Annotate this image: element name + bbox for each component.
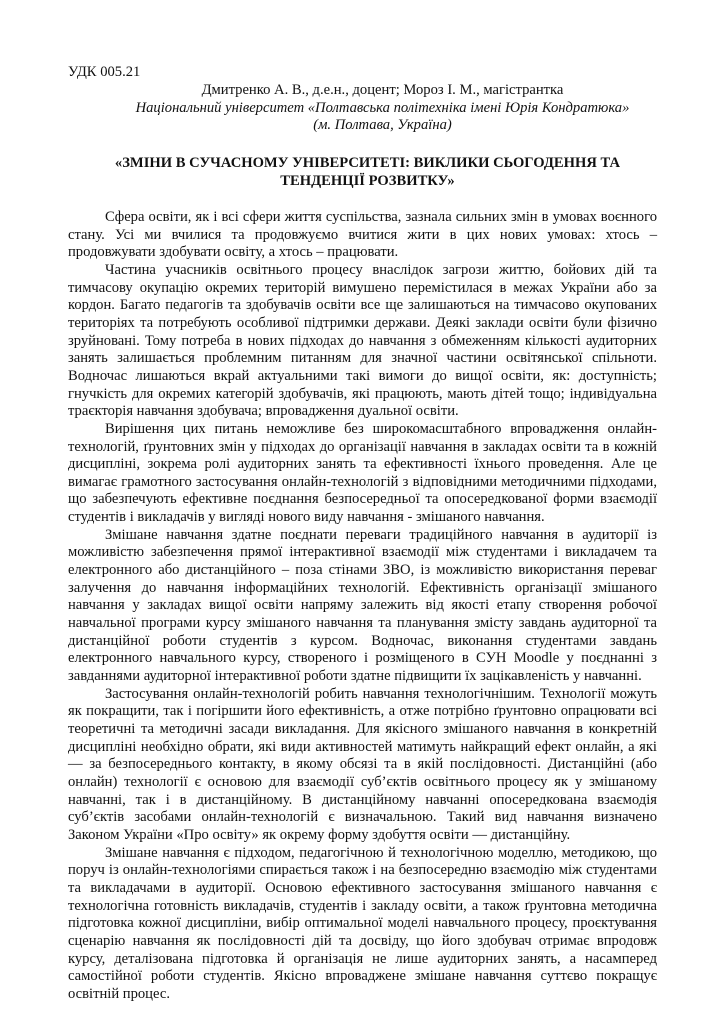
paragraph: Застосування онлайн-технологій робить навчання технологічнішим. Технології можуть як покращити, так і погіршити його ефективність, а отже потрібно ґрунтовно опрацювати всі теоретичні та методичні засади викладання. Для якісного змішаного навчання в конкретній дисципліні необхідно обрати, які види активностей матимуть найкращий ефект онлайн, а які — за безпосереднього контакту, в якому обсязі та в якій послідовності. Дистанційні (або онлайн) технології є основою для взаємодії суб’єктів освітнього процесу як у змішаному навчанні, так і в дистанційному. В дистанційному навчанні опосередкована взаємодія суб’єктів засобами онлайн-технологій є визначальною. Такий вид навчання визначено Законом України «Про освіту» як окрему форму здобуття освіти — дистанційну. (68, 685, 657, 843)
document-page (68, 64, 657, 1004)
paragraph: Змішане навчання здатне поєднати переваги традиційного навчання в аудиторії із можливістю забезпечення прямої інтерактивної взаємодії між студентами і викладачем та електронного або дистанційного – поза стінами ЗВО, із можливістю використання переваг залучення до навчання інформаційних технологій. Ефективність організації змішаного навчання у закладах вищої освіти напряму залежить від якості етапу створення робочої навчальної програми курсу змішаного навчання та планування змісту завдань аудиторної та дистанційної роботи студентів з курсом. Водночас, виконання студентами завдань електронного навчального курсу, створеного і розміщеного в СУН Moodle у поєднанні з завданнями аудиторної інтерактивної роботи здатне підвищити їх зацікавленість у навчанні. (68, 526, 657, 685)
udk-code: УДК 005.21 (68, 64, 141, 80)
body-text (68, 209, 657, 1004)
paper-title (68, 154, 657, 190)
paragraph: Сфера освіти, як і всі сфери життя суспільства, зазнала сильних змін в умовах воєнного стану. Усі ми вчилися та продовжуємо вчитися жити в цих нових умовах: хтось – продовжувати здобувати освіту, а хтось – працювати. (68, 208, 657, 261)
authors-line: Дмитренко А. В., д.е.н., доцент; Мороз І. М., магістрантка (201, 82, 564, 98)
paragraph: Змішане навчання є підходом, педагогічною й технологічною моделлю, методикою, що поруч із онлайн-технологіями спирається також і на безпосередню взаємодію між студентами та викладачами в аудиторії. Основою ефективного застосування змішаного навчання є технологічна готовність викладачів, студентів і закладу освіти, а також ґрунтовна методична підготовка кожної дисципліни, вибір оптимальної моделі навчального процесу, проєктування сценарію навчання як послідовності дій та досвіду, що його здобувач отримає впродовж курсу, деталізована підготовка й організація не лише аудиторних занять, а насамперед самостійної роботи студентів. Якісно впроваджене змішане навчання суттєво покращує освітній процес. (68, 844, 657, 1002)
title-line-1: «ЗМІНИ В СУЧАСНОМУ УНІВЕРСИТЕТІ: ВИКЛИКИ СЬОГОДЕННЯ ТА (114, 154, 621, 171)
paragraph: Вирішення цих питань неможливе без широкомасштабного впровадження онлайн-технологій, ґрунтовних змін у підходах до організації навчання в закладах освіти та в кожній дисципліні, зокрема ролі аудиторних занять та ефективності їхнього проведення. Але це вимагає грамотного застосування онлайн-технологій з відповідними методичними підходами, що забезпечують ефективне поєднання безпосередньої та опосередкованої форми взаємодії студентів і викладачів у вигляді нового виду навчання - змішаного навчання. (68, 420, 657, 526)
location-line: (м. Полтава, Україна) (313, 117, 452, 134)
affiliation-line: Національний університет «Полтавська політехніка імені Юрія Кондратюка» (135, 99, 630, 116)
title-line-2: ТЕНДЕНЦІЇ РОЗВИТКУ» (280, 172, 455, 189)
paragraph: Частина учасників освітнього процесу внаслідок загрози життю, бойових дій та тимчасову окупацію окремих територій вимушено перемістилася в межах України або за кордон. Багато педагогів та здобувачів освіти все ще залишаються на тимчасово окупованих територіях та потребують особливої підтримки держави. Деякі заклади освіти були фізично зруйновані. Тому потреба в нових підходах до навчання з обмеженням кількості аудиторних занять залишається проблемним питанням для значної частини освітянської спільноти. Водночас лишаються вкрай актуальними такі вимоги до вищої освіти, як: доступність; гнучкість для окремих категорій здобувачів, які працюють, мають дітей тощо; індивідуальна траєкторія навчання здобувача; впровадження дуальної освіти. (68, 261, 657, 420)
